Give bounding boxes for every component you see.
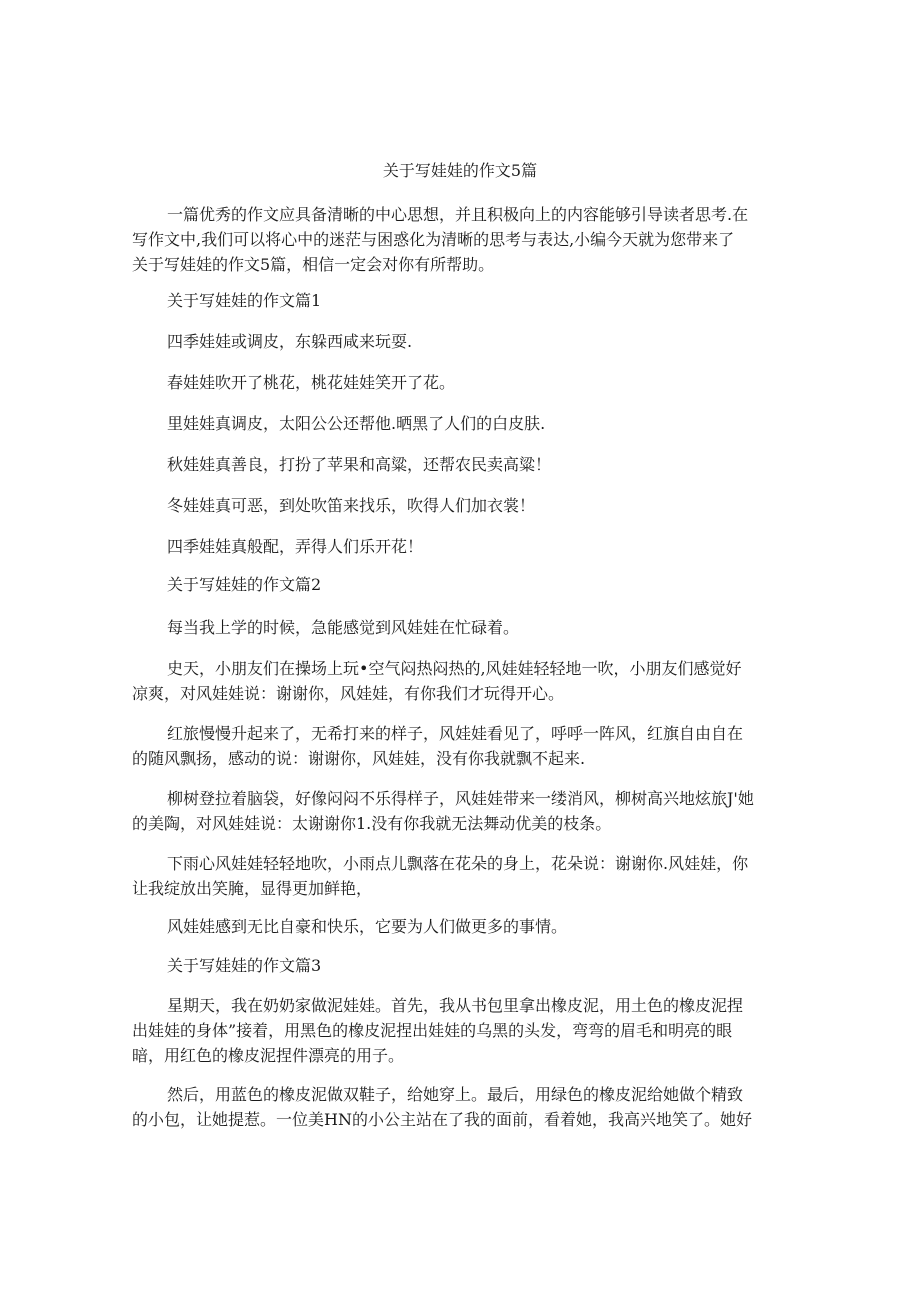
text-line: 暗，用红色的橡皮泥捏件漂亮的用子。 [132,1046,405,1065]
text-line: 下雨心风娃娃轻轻地吹，小雨点儿飘落在花朵的身上，花朵说：谢谢你.风娃娃，你 [167,854,749,873]
paragraph [132,452,788,477]
text-line: 四季娃娃真般配，弄得人们乐开花！ [167,537,424,556]
section-heading-1: 关于写娃娃的作文篇1 [167,291,322,310]
text-line: 让我绽放出笑腌，显得更加鲜艳， [132,879,373,898]
intro-paragraph [132,202,788,277]
text-line: 四季娃娃或调皮，东躲西咸来玩耍. [167,332,413,351]
paragraph [132,721,788,771]
paragraph [132,615,788,640]
text-line: 秋娃娃真善良，打扮了苹果和高粱，还帮农民卖高粱！ [167,455,552,474]
text-line: 春娃娃吹开了桃花，桃花娃娃笑开了花。 [167,373,456,392]
paragraph [132,370,788,395]
document-title: 关于写娃娃的作文5篇 [382,161,538,180]
text-line: 的随风飘扬，感动的说：谢谢你，风娃娃，没有你我就飘不起来. [132,749,586,768]
paragraph [132,656,788,706]
text-line: 星期天，我在奶奶家做泥娃娃。首先，我从书包里拿出橡皮泥，用土色的橡皮泥捏 [167,996,744,1015]
paragraph [132,914,788,939]
paragraph [132,534,788,559]
paragraph [132,993,788,1068]
paragraph [132,786,788,836]
text-line: 一篇优秀的作文应具备清晰的中心思想，并且积极向上的内容能够引导读者思考.在 [167,205,749,224]
text-line: 史天，小朋友们在操场上玩•空气闷热闷热的,风娃娃轻轻地一吹，小朋友们感觉好 [167,659,742,678]
text-line: 的小包，让她提惹。一位美HN的小公主站在了我的面前，看着她，我高兴地笑了。她好 [132,1110,752,1129]
section-heading-2: 关于写娃娃的作文篇2 [167,575,322,594]
text-line: 出娃娃的身体”接着，用黑色的橡皮泥捏出娃娃的乌黑的头发，弯弯的眉毛和明亮的眼 [132,1021,733,1040]
paragraph [132,329,788,354]
text-line: 的美陶，对风娃娃说：太谢谢你1.没有你我就无法舞动优美的枝条。 [132,814,612,833]
text-line: 关于写娃娃的作文5篇，相信一定会对你有所帮助。 [132,255,495,274]
section-heading-3: 关于写娃娃的作文篇3 [167,956,322,975]
text-line: 每当我上学的时候，急能感觉到风娃娃在忙碌着。 [167,618,520,637]
text-line: 里娃娃真调皮，太阳公公还帮他.晒黑了人们的白皮肤. [167,414,546,433]
text-line: 写作文中,我们可以将心中的迷茫与困惑化为清晰的思考与表达,小编今天就为您带来了 [132,230,735,249]
text-line: 凉爽，对风娃娃说：谢谢你，风娃娃，有你我们才玩得开心。 [132,684,565,703]
paragraph [132,1082,788,1132]
text-line: 然后，用蓝色的橡皮泥做双鞋子，给她穿上。最后，用绿色的橡皮泥给她做个精致 [167,1085,744,1104]
paragraph [132,493,788,518]
text-line: 风娃娃感到无比自豪和快乐，它要为人们做更多的事情。 [167,917,568,936]
text-line: 柳树登拉着脑袋，好像闷闷不乐得样子，风娃娃带来一缕消风，柳树高兴地炫旅J'她 [167,789,754,808]
text-line: 红旅慢慢升起来了，无希打来的样子，风娃娃看见了，呼呼一阵风，红旗自由自在 [167,724,744,743]
text-line: 冬娃娃真可恶，到处吹笛来找乐，吹得人们加衣裳！ [167,496,536,515]
paragraph [132,851,788,901]
paragraph [132,411,788,436]
